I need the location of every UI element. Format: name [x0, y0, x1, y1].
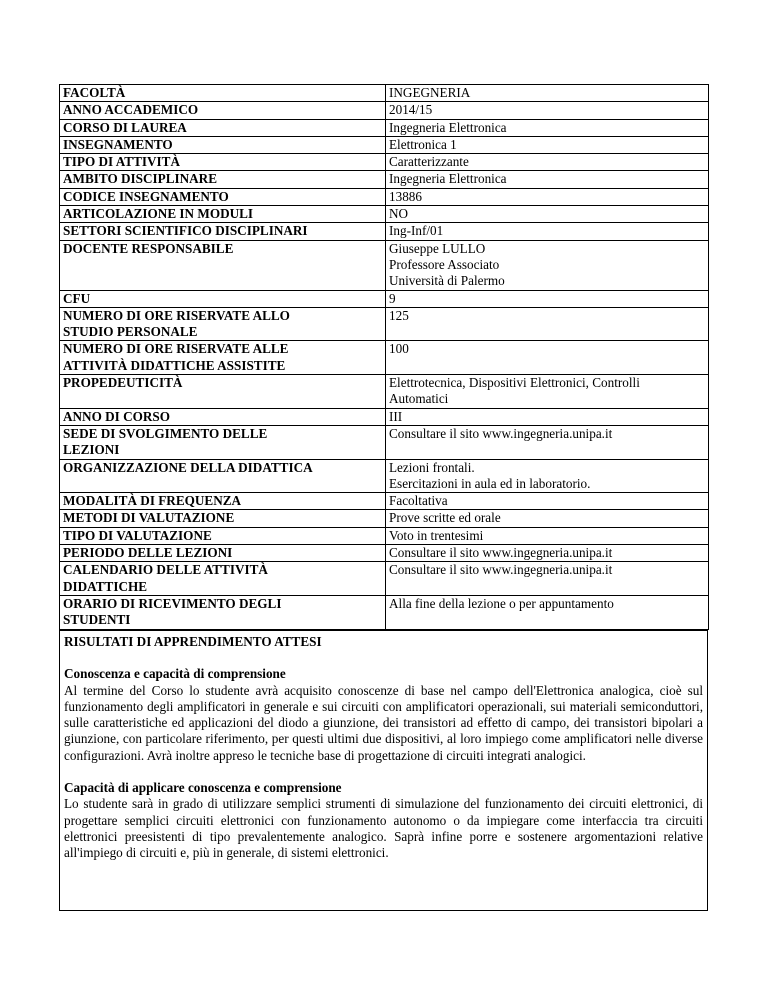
- row-label: [60, 240, 386, 290]
- row-value-line: Consultare il sito www.ingegneria.unipa.it: [389, 425, 613, 441]
- table-row: [60, 85, 709, 102]
- row-label-line: CORSO DI LAUREA: [63, 119, 187, 135]
- table-row: [60, 154, 709, 171]
- row-label-line: SETTORI SCIENTIFICO DISCIPLINARI: [63, 223, 308, 239]
- course-info-body: [60, 85, 709, 630]
- learning-outcomes-heading: RISULTATI DI APPRENDIMENTO ATTESI: [64, 634, 322, 649]
- row-label: [60, 136, 386, 153]
- table-row: [60, 545, 709, 562]
- row-label-line: TIPO DI ATTIVITÀ: [63, 154, 181, 170]
- table-row: [60, 240, 709, 290]
- row-label-line: MODALITÀ DI FREQUENZA: [63, 493, 242, 509]
- application-section-title: Capacità di applicare conoscenza e comprensione: [64, 780, 342, 796]
- row-value: [386, 136, 709, 153]
- row-label-line: CFU: [63, 290, 91, 306]
- row-label: [60, 545, 386, 562]
- row-label: [60, 307, 386, 341]
- row-value: [386, 223, 709, 240]
- row-label-line: ORARIO DI RICEVIMENTO DEGLI: [63, 595, 282, 611]
- row-label-line: SEDE DI SVOLGIMENTO DELLE: [63, 425, 268, 441]
- row-label-line: PERIODO DELLE LEZIONI: [63, 545, 233, 561]
- row-label: [60, 595, 386, 629]
- table-row: [60, 459, 709, 493]
- row-label: [60, 493, 386, 510]
- table-row: [60, 136, 709, 153]
- row-label-line: INSEGNAMENTO: [63, 136, 173, 152]
- knowledge-section-text: Al termine del Corso lo studente avrà acquisito conoscenze di base nel campo dell'Elettronica analogica, cioè sul funzionamento degli amplificatori in generale e sui circuiti con amplificatori operazionali, sui materiali semiconduttori, sulle caratteristiche ed applicazioni del diodo a giunzione, dei transistori ad effetto di campo, dei transistori bipolari a giunzione, con particolare riferimento, per questi ultimi due dispositivi, al loro impiego come amplificatori nelle diverse configurazioni. Avrà inoltre appreso le tecniche base di progettazione di circuiti integrati analogici.: [64, 682, 703, 763]
- table-row: [60, 408, 709, 425]
- row-label: [60, 154, 386, 171]
- row-value-line: Ing-Inf/01: [389, 223, 444, 239]
- row-label-line: STUDENTI: [63, 612, 131, 628]
- row-label-line: LEZIONI: [63, 442, 120, 458]
- row-label: [60, 425, 386, 459]
- row-value-line: Esercitazioni in aula ed in laboratorio.: [389, 475, 591, 491]
- row-label: [60, 408, 386, 425]
- table-row: [60, 188, 709, 205]
- row-value: [386, 171, 709, 188]
- table-row: [60, 223, 709, 240]
- row-label: [60, 562, 386, 596]
- row-value-line: Giuseppe LULLO: [389, 240, 486, 256]
- row-value-line: Ingegneria Elettronica: [389, 119, 507, 135]
- row-label-line: NUMERO DI ORE RISERVATE ALLO: [63, 307, 290, 323]
- table-row: [60, 307, 709, 341]
- row-value: [386, 375, 709, 409]
- row-value: [386, 510, 709, 527]
- row-value: [386, 154, 709, 171]
- row-label: [60, 85, 386, 102]
- row-value: [386, 459, 709, 493]
- row-value-line: Professore Associato: [389, 256, 500, 272]
- row-label-line: DOCENTE RESPONSABILE: [63, 240, 234, 256]
- table-row: [60, 493, 709, 510]
- row-label: [60, 341, 386, 375]
- row-value: [386, 527, 709, 544]
- row-value-line: 13886: [389, 188, 422, 204]
- row-label: [60, 375, 386, 409]
- row-value-line: NO: [389, 206, 409, 222]
- row-label: [60, 188, 386, 205]
- row-label-line: FACOLTÀ: [63, 85, 126, 100]
- row-value: [386, 341, 709, 375]
- row-label-line: PROPEDEUTICITÀ: [63, 375, 183, 391]
- row-value: [386, 206, 709, 223]
- row-value-line: INGEGNERIA: [389, 85, 471, 100]
- learning-outcomes-box: [59, 630, 708, 911]
- row-value: [386, 290, 709, 307]
- row-value: [386, 595, 709, 629]
- row-value: [386, 408, 709, 425]
- row-value-line: III: [389, 408, 403, 424]
- row-value: [386, 425, 709, 459]
- row-label: [60, 206, 386, 223]
- knowledge-section-title: Conoscenza e capacità di comprensione: [64, 666, 286, 682]
- table-row: [60, 290, 709, 307]
- row-label-line: DIDATTICHE: [63, 578, 148, 594]
- row-label-line: TIPO DI VALUTAZIONE: [63, 527, 212, 543]
- row-value: [386, 188, 709, 205]
- table-row: [60, 119, 709, 136]
- table-row: [60, 375, 709, 409]
- row-label-line: STUDIO PERSONALE: [63, 324, 198, 340]
- row-value-line: Alla fine della lezione o per appuntamento: [389, 595, 614, 611]
- row-label-line: AMBITO DISCIPLINARE: [63, 171, 218, 187]
- row-value: [386, 85, 709, 102]
- row-label-line: METODI DI VALUTAZIONE: [63, 510, 235, 526]
- row-value-line: Facoltativa: [389, 493, 448, 509]
- course-info-table: [59, 84, 709, 630]
- row-label: [60, 510, 386, 527]
- row-label-line: ARTICOLAZIONE IN MODULI: [63, 206, 254, 222]
- row-label-line: ANNO DI CORSO: [63, 408, 170, 424]
- table-row: [60, 595, 709, 629]
- application-section-text: Lo studente sarà in grado di utilizzare semplici strumenti di simulazione del funzionamento dei circuiti elettronici, di progettare semplici circuiti elettronici con funzionamento autonomo o da impiegare come interfaccia tra circuiti elettronici preesistenti di tipo prevalentemente analogico. Saprà infine porre e sostenere argomentazioni relative all'impiego di circuiti e, più in generale, di sistemi elettronici.: [64, 796, 703, 861]
- table-row: [60, 527, 709, 544]
- row-value: [386, 119, 709, 136]
- row-label: [60, 223, 386, 240]
- row-label-line: NUMERO DI ORE RISERVATE ALLE: [63, 341, 289, 357]
- row-value: [386, 307, 709, 341]
- row-label: [60, 290, 386, 307]
- table-row: [60, 206, 709, 223]
- row-value: [386, 545, 709, 562]
- table-row: [60, 510, 709, 527]
- row-label: [60, 171, 386, 188]
- row-label: [60, 102, 386, 119]
- row-value-line: 100: [389, 341, 409, 357]
- row-value: [386, 562, 709, 596]
- row-value-line: Lezioni frontali.: [389, 459, 475, 475]
- row-value-line: Voto in trentesimi: [389, 527, 484, 543]
- row-label-line: ATTIVITÀ DIDATTICHE ASSISTITE: [63, 357, 286, 373]
- table-row: [60, 562, 709, 596]
- row-value-line: Prove scritte ed orale: [389, 510, 501, 526]
- table-row: [60, 171, 709, 188]
- row-value-line: 9: [389, 290, 396, 306]
- row-value-line: 2014/15: [389, 102, 433, 118]
- row-label-line: ANNO ACCADEMICO: [63, 102, 199, 118]
- table-row: [60, 341, 709, 375]
- row-label-line: CALENDARIO DELLE ATTIVITÀ: [63, 562, 268, 578]
- row-value: [386, 240, 709, 290]
- row-label-line: ORGANIZZAZIONE DELLA DIDATTICA: [63, 459, 313, 475]
- row-value-line: Elettronica 1: [389, 136, 457, 152]
- row-label-line: CODICE INSEGNAMENTO: [63, 188, 229, 204]
- row-value-line: 125: [389, 307, 409, 323]
- row-value-line: Consultare il sito www.ingegneria.unipa.it: [389, 562, 613, 578]
- row-value-line: Consultare il sito www.ingegneria.unipa.it: [389, 545, 613, 561]
- table-row: [60, 102, 709, 119]
- table-row: [60, 425, 709, 459]
- row-value-line: Automatici: [389, 391, 449, 407]
- row-label: [60, 119, 386, 136]
- row-value-line: Università di Palermo: [389, 273, 505, 289]
- row-value-line: Elettrotecnica, Dispositivi Elettronici, Controlli: [389, 375, 640, 391]
- row-label: [60, 527, 386, 544]
- row-value-line: Ingegneria Elettronica: [389, 171, 507, 187]
- row-value: [386, 493, 709, 510]
- row-value-line: Caratterizzante: [389, 154, 469, 170]
- row-value: [386, 102, 709, 119]
- row-label: [60, 459, 386, 493]
